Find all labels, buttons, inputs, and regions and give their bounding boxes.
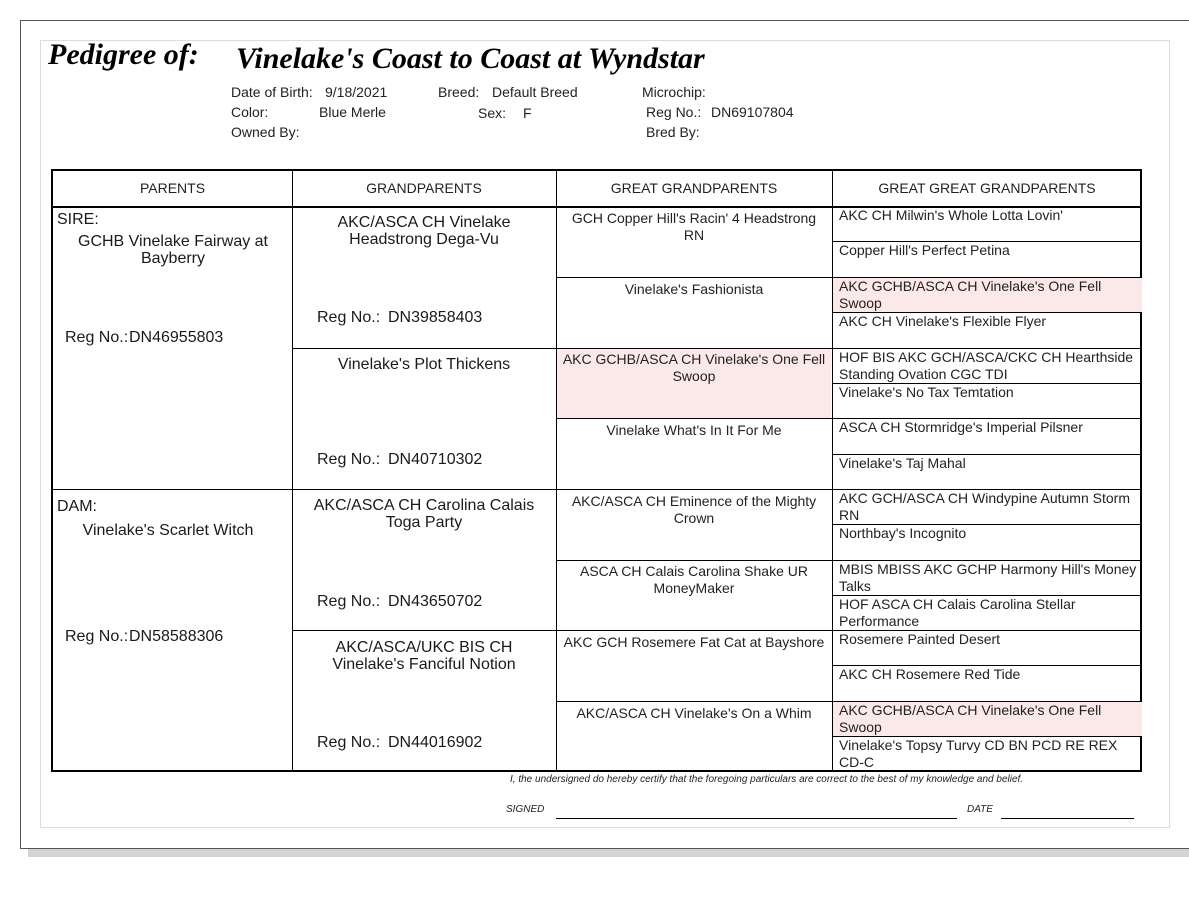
header-great-great-grandparents: GREAT GREAT GRANDPARENTS [878,180,1096,196]
great-great-grandparent-name: Vinelake's Topsy Turvy CD BN PCD RE REX CD-C [839,737,1118,770]
sex-label: Sex: [478,105,507,121]
gggp-cell-highlighted [833,702,1142,737]
dam-label: DAM: [57,498,97,515]
gggp-cell [833,349,1142,384]
page-shadow [28,848,1189,857]
sex-value: F [523,105,532,121]
great-great-grandparent-name: AKC CH Rosemere Red Tide [839,666,1021,682]
ggp-cell [557,561,831,630]
ggp-cell-highlighted [557,349,831,418]
dog-name-title: Vinelake's Coast to Coast at Wyndstar [236,42,705,75]
great-grandparent-name: GCH Copper Hill's Racin' 4 Headstrong RN [571,210,817,243]
sire-name: GCHB Vinelake Fairway at Bayberry [78,233,268,267]
gp-divider [292,348,556,349]
great-great-grandparent-name: Copper Hill's Perfect Petina [839,242,1010,258]
gp-divider [292,630,556,631]
dam-reg-value: DN58588306 [129,628,224,645]
gggp-cell-highlighted [833,278,1142,313]
breed-value: Default Breed [492,84,578,100]
header-grandparents: GRANDPARENTS [366,180,482,196]
sire-reg-value: DN46955803 [129,329,224,346]
gggp-cell [833,313,1142,349]
parents-divider [53,489,292,490]
dam-name: Vinelake's Scarlet Witch [82,522,254,539]
gggp-divider [832,701,1140,702]
gggp-cell [833,596,1142,631]
microchip-label: Microchip: [642,84,706,100]
ggp-cell [557,490,831,560]
grandparent-reg-value: DN43650702 [388,593,483,610]
grandparent-reg-label: Reg No.: [317,309,381,326]
gggp-divider [832,489,1140,490]
pedigree-table [51,169,1142,772]
signature-line[interactable] [556,818,957,819]
gggp-cell [833,631,1142,666]
grandparent-reg-value: DN44016902 [388,734,483,751]
date-label: DATE [967,804,993,815]
gggp-divider [832,348,1140,349]
gggp-cell [833,737,1142,772]
grandparent-reg-label: Reg No.: [317,451,381,468]
gggp-divider [832,418,1140,419]
gggp-cell [833,561,1142,596]
date-line[interactable] [1001,818,1134,819]
gp-divider [292,489,556,490]
header-great-grandparents: GREAT GRANDPARENTS [610,180,778,196]
gggp-cell [833,242,1142,278]
ggp-cell [557,419,831,489]
great-grandparent-name: Vinelake's Fashionista [624,281,764,297]
ggp-cell [557,702,831,772]
great-great-grandparent-name: MBIS MBISS AKC GCHP Harmony Hill's Money Talks [839,561,1137,594]
color-value: Blue Merle [319,104,386,120]
great-great-grandparent-name: AKC GCHB/ASCA CH Vinelake's One Fell Swoop [839,702,1102,735]
great-great-grandparent-name: AKC CH Vinelake's Flexible Flyer [839,313,1047,329]
grandparent-name: AKC/ASCA CH Vinelake Headstrong Dega-Vu [337,214,511,248]
gggp-cell [833,207,1142,242]
great-grandparent-name: AKC GCHB/ASCA CH Vinelake's One Fell Swoop [562,351,826,384]
dob-value: 9/18/2021 [325,84,388,100]
grandparent-reg-value: DN40710302 [388,451,483,468]
great-grandparent-name: Vinelake What's In It For Me [606,422,782,438]
grandparent-reg-label: Reg No.: [317,593,381,610]
gggp-divider [832,277,1140,278]
gggp-cell [833,666,1142,702]
great-great-grandparent-name: Vinelake's Taj Mahal [839,455,966,471]
dob-label: Date of Birth: [231,84,313,100]
ggp-cell [557,278,831,348]
reg-value: DN69107804 [711,104,794,120]
sire-reg-label: Reg No.: [65,329,129,346]
owned-by-label: Owned By: [231,124,300,140]
grandparent-reg-value: DN39858403 [388,309,483,326]
gggp-cell [833,455,1142,490]
grandparent-name: AKC/ASCA/UKC BIS CH Vinelake's Fanciful Notion [332,639,516,673]
gggp-divider [832,630,1140,631]
sire-label: SIRE: [57,211,99,228]
great-grandparent-name: AKC/ASCA CH Eminence of the Mighty Crown [571,493,817,526]
dam-reg-label: Reg No.: [65,628,129,645]
gggp-cell [833,525,1142,561]
gggp-divider [832,241,1140,242]
gggp-divider [832,560,1140,561]
great-great-grandparent-name: Northbay's Incognito [839,525,967,541]
great-great-grandparent-name: ASCA CH Stormridge's Imperial Pilsner [839,419,1083,435]
great-grandparent-name: AKC/ASCA CH Vinelake's On a Whim [576,705,812,721]
great-great-grandparent-name: HOF BIS AKC GCH/ASCA/CKC CH Hearthside Standing Ovation CGC TDI [839,349,1134,382]
ggp-cell [557,207,831,277]
great-great-grandparent-name: HOF ASCA CH Calais Carolina Stellar Performance [839,596,1076,629]
breed-label: Breed: [438,84,480,100]
great-great-grandparent-name: AKC CH Milwin's Whole Lotta Lovin' [839,207,1063,223]
grandparent-reg-label: Reg No.: [317,734,381,751]
pedigree-label: Pedigree of: [48,38,199,71]
great-great-grandparent-name: AKC GCHB/ASCA CH Vinelake's One Fell Swoop [839,278,1102,311]
signed-label: SIGNED [506,804,545,815]
bred-by-label: Bred By: [646,124,700,140]
reg-label: Reg No.: [646,104,702,120]
great-great-grandparent-name: AKC GCH/ASCA CH Windypine Autumn Storm RN [839,490,1130,523]
certification-text: I, the undersigned do hereby certify that the foregoing particulars are correct to the best of my knowledge and belief. [510,774,1024,785]
ggp-cell [557,631,831,701]
gggp-cell [833,490,1142,525]
header-parents: PARENTS [139,180,206,196]
gggp-cell [833,419,1142,455]
great-great-grandparent-name: Vinelake's No Tax Temtation [839,384,1014,400]
grandparent-name: AKC/ASCA CH Carolina Calais Toga Party [313,497,535,531]
gggp-cell [833,384,1142,419]
grandparent-name: Vinelake's Plot Thickens [337,356,511,373]
col-divider [292,171,293,770]
color-label: Color: [231,104,269,120]
great-great-grandparent-name: Rosemere Painted Desert [839,631,1001,647]
great-grandparent-name: AKC GCH Rosemere Fat Cat at Bayshore [563,634,825,650]
great-grandparent-name: ASCA CH Calais Carolina Shake UR MoneyMaker [580,563,808,596]
